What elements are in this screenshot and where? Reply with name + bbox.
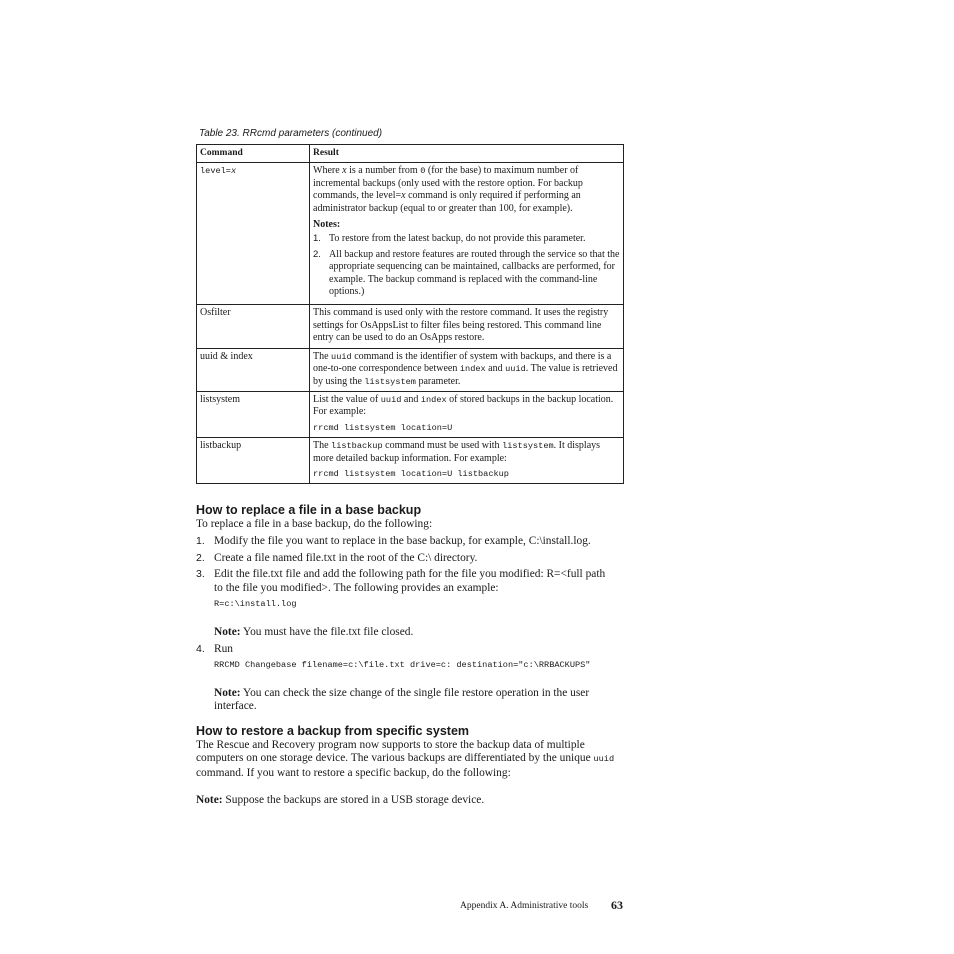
command-cell [197, 163, 310, 305]
text-run: The [313, 350, 332, 362]
command-code: level= [200, 166, 231, 177]
header-result: Result [310, 145, 624, 163]
result-text [313, 165, 620, 215]
command-cell: uuid & index [197, 348, 310, 391]
code-run: uuid [331, 351, 352, 362]
code-run: listbackup [331, 441, 383, 452]
list-number: 1. [313, 233, 321, 245]
code-run: 0 [420, 166, 426, 177]
table-row [197, 305, 624, 348]
var-run: x [401, 190, 406, 202]
list-item [196, 535, 624, 549]
command-cell: listbackup [197, 438, 310, 484]
text-run: command must be used with [382, 440, 503, 452]
text-run: command is only required if performing an administrator backup (equal to or greater than 100, for example). [313, 190, 581, 214]
code-run: listsystem [502, 441, 554, 452]
footer-text: Appendix A. Administrative tools [460, 901, 589, 911]
table-row [197, 438, 624, 484]
table-caption: Table 23. RRcmd parameters (continued) [199, 128, 383, 139]
var-run: x [342, 165, 347, 177]
result-text [313, 394, 620, 419]
result-cell [310, 391, 624, 437]
notes-list [313, 233, 620, 298]
page-content [196, 128, 624, 807]
list-number: 3. [196, 568, 205, 581]
list-text: Edit the file.txt file and add the following path for the file you modified: R=<full path to the file you modified>. The following provides an example: [214, 568, 606, 594]
text-run: The [313, 440, 332, 452]
command-cell: Osfilter [197, 305, 310, 348]
table-row [197, 163, 624, 305]
text-run: command. If you want to restore a specific backup, do the following: [196, 767, 511, 780]
note [196, 794, 624, 808]
note-text: You must have the file.txt file closed. [240, 625, 414, 638]
note [214, 626, 614, 640]
text-run: of stored backups in the backup location. For example: [313, 393, 614, 418]
code-example: rrcmd listsystem location=U [313, 422, 453, 433]
text-run: (for the base) to maximum number of incremental backups (only used with the restore option. For backup commands, the level= [313, 165, 583, 202]
note-label: Note: [196, 793, 223, 806]
table-row [197, 391, 624, 437]
section-heading: How to restore a backup from specific system [196, 723, 470, 738]
list-number: 2. [313, 248, 321, 260]
result-cell [310, 163, 624, 305]
list-number: 2. [196, 551, 205, 564]
section-heading: How to replace a file in a base backup [196, 503, 422, 518]
notes-label: Notes: [313, 219, 341, 231]
steps-list [196, 535, 624, 714]
note-text: Suppose the backups are stored in a USB storage device. [222, 793, 485, 806]
text-run: . It displays more detailed backup information. For example: [313, 440, 601, 464]
code-example: R=c:\install.log [214, 599, 297, 610]
result-cell [310, 438, 624, 484]
text-run: The Rescue and Recovery program now supports to store the backup data of multiple computers on one storage device. The various backups are differentiated by the unique [196, 738, 594, 765]
code-run: uuid [593, 754, 615, 765]
list-text: Run [214, 642, 233, 655]
list-item [313, 249, 620, 299]
text-run: and [485, 363, 506, 375]
code-run: index [420, 394, 447, 405]
table-row [197, 348, 624, 391]
list-number: 1. [196, 534, 205, 547]
code-run: index [459, 364, 486, 375]
command-var: x [230, 166, 237, 177]
page-number: 63 [611, 898, 623, 912]
result-text [313, 440, 620, 465]
command-cell: listsystem [197, 391, 310, 437]
list-item [196, 643, 624, 714]
note-label: Note: [214, 625, 241, 638]
code-run: listsystem [364, 376, 416, 387]
list-item [196, 552, 624, 566]
text-run: parameter. [415, 375, 461, 387]
text-run: . The value is retrieved by using the [313, 363, 618, 387]
note-label: Note: [214, 686, 241, 699]
text-run: command is the identifier of system with backups, and there is a one-to-one correspondence between [313, 350, 612, 375]
list-number: 4. [196, 642, 205, 655]
list-text: Modify the file you want to replace in the base backup, for example, C:\install.log. [214, 534, 591, 547]
list-body [214, 643, 614, 714]
result-cell [310, 348, 624, 391]
list-text: To restore from the latest backup, do not provide this parameter. [329, 233, 586, 245]
code-example: RRCMD Changebase filename=c:\file.txt drive=c: destination="c:\RRBACKUPS" [214, 660, 591, 671]
header-command: Command [197, 145, 310, 163]
code-run: uuid [505, 364, 526, 375]
list-item [313, 233, 620, 245]
list-body [214, 568, 614, 639]
rrcmd-parameters-table [196, 144, 624, 484]
section-paragraph [196, 739, 624, 781]
table-header-row [197, 145, 624, 163]
list-item [196, 568, 624, 639]
list-text: All backup and restore features are routed through the service so that the appropriate sequencing can be maintained, callbacks are performed, for example. The backup command is replaced with the command-line options.) [329, 248, 620, 298]
text-run: List the value of [313, 393, 381, 405]
result-cell: This command is used only with the restore command. It uses the registry settings for OsAppsList to filter files being restored. This command line entry can be used to do an OsApps restore. [310, 305, 624, 348]
note-text: You can check the size change of the single file restore operation in the user interface. [214, 686, 590, 713]
text-run: and [401, 393, 421, 405]
section-intro: To replace a file in a base backup, do the following: [196, 518, 433, 531]
list-text: Create a file named file.txt in the root of the C:\ directory. [214, 551, 478, 564]
code-example: rrcmd listsystem location=U listbackup [313, 468, 509, 479]
code-run: uuid [380, 394, 402, 405]
text-run: Where [313, 165, 343, 177]
note [214, 687, 614, 714]
text-run: is a number from [346, 165, 421, 177]
